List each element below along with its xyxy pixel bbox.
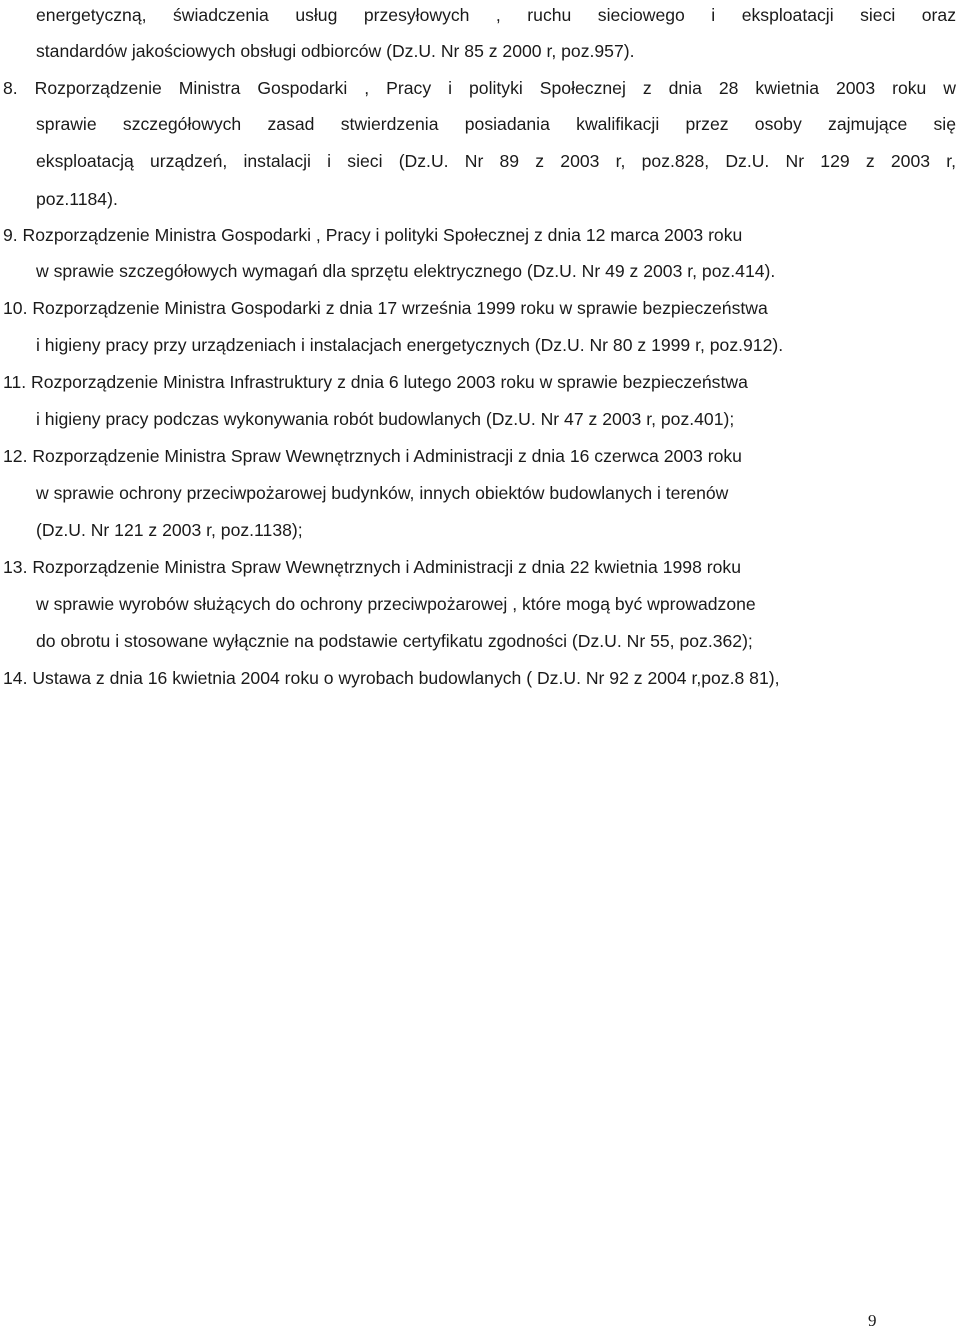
list-item-9-line: 9. Rozporządzenie Ministra Gospodarki , Pracy i polityki Społecznej z dnia 12 marca 2003 roku (3, 225, 743, 245)
list-item-8-line: 8. Rozporządzenie Ministra Gospodarki , Pracy i polityki Społecznej z dnia 28 kwietnia 2003 roku w (3, 78, 956, 98)
text-line: i higieny pracy przy urządzeniach i instalacjach energetycznych (Dz.U. Nr 80 z 1999 r, poz.912). (36, 335, 784, 355)
text-line: eksploatacją urządzeń, instalacji i sieci (Dz.U. Nr 89 z 2003 r, poz.828, Dz.U. Nr 129 z 2003 r, (36, 151, 956, 171)
list-item-10-line: 10. Rozporządzenie Ministra Gospodarki z dnia 17 września 1999 roku w sprawie bezpieczeństwa (3, 298, 768, 318)
list-item-11-line: 11. Rozporządzenie Ministra Infrastruktury z dnia 6 lutego 2003 roku w sprawie bezpieczeństwa (3, 372, 748, 392)
text-line: do obrotu i stosowane wyłącznie na podstawie certyfikatu zgodności (Dz.U. Nr 55, poz.362); (36, 631, 753, 651)
list-item-13-line: 13. Rozporządzenie Ministra Spraw Wewnętrznych i Administracji z dnia 22 kwietnia 1998 roku (3, 557, 741, 577)
text-line: poz.1184). (36, 189, 118, 209)
text-line: w sprawie wyrobów służących do ochrony przeciwpożarowej , które mogą być wprowadzone (36, 594, 756, 614)
text-line: (Dz.U. Nr 121 z 2003 r, poz.1138); (36, 520, 303, 540)
text-line: sprawie szczegółowych zasad stwierdzenia posiadania kwalifikacji przez osoby zajmujące się (36, 114, 956, 134)
text-line: standardów jakościowych obsługi odbiorców (Dz.U. Nr 85 z 2000 r, poz.957). (36, 41, 635, 61)
list-item-14-line: 14. Ustawa z dnia 16 kwietnia 2004 roku o wyrobach budowlanych ( Dz.U. Nr 92 z 2004 r,poz.8 81), (3, 668, 780, 688)
page-number: 9 (868, 1311, 877, 1330)
text-line: w sprawie ochrony przeciwpożarowej budynków, innych obiektów budowlanych i terenów (36, 483, 729, 503)
list-item-12-line: 12. Rozporządzenie Ministra Spraw Wewnętrznych i Administracji z dnia 16 czerwca 2003 roku (3, 446, 742, 466)
text-line: energetyczną, świadczenia usług przesyłowych , ruchu sieciowego i eksploatacji sieci oraz (36, 5, 956, 25)
text-line: w sprawie szczegółowych wymagań dla sprzętu elektrycznego (Dz.U. Nr 49 z 2003 r, poz.414). (36, 261, 776, 281)
text-line: i higieny pracy podczas wykonywania robót budowlanych (Dz.U. Nr 47 z 2003 r, poz.401); (36, 409, 735, 429)
